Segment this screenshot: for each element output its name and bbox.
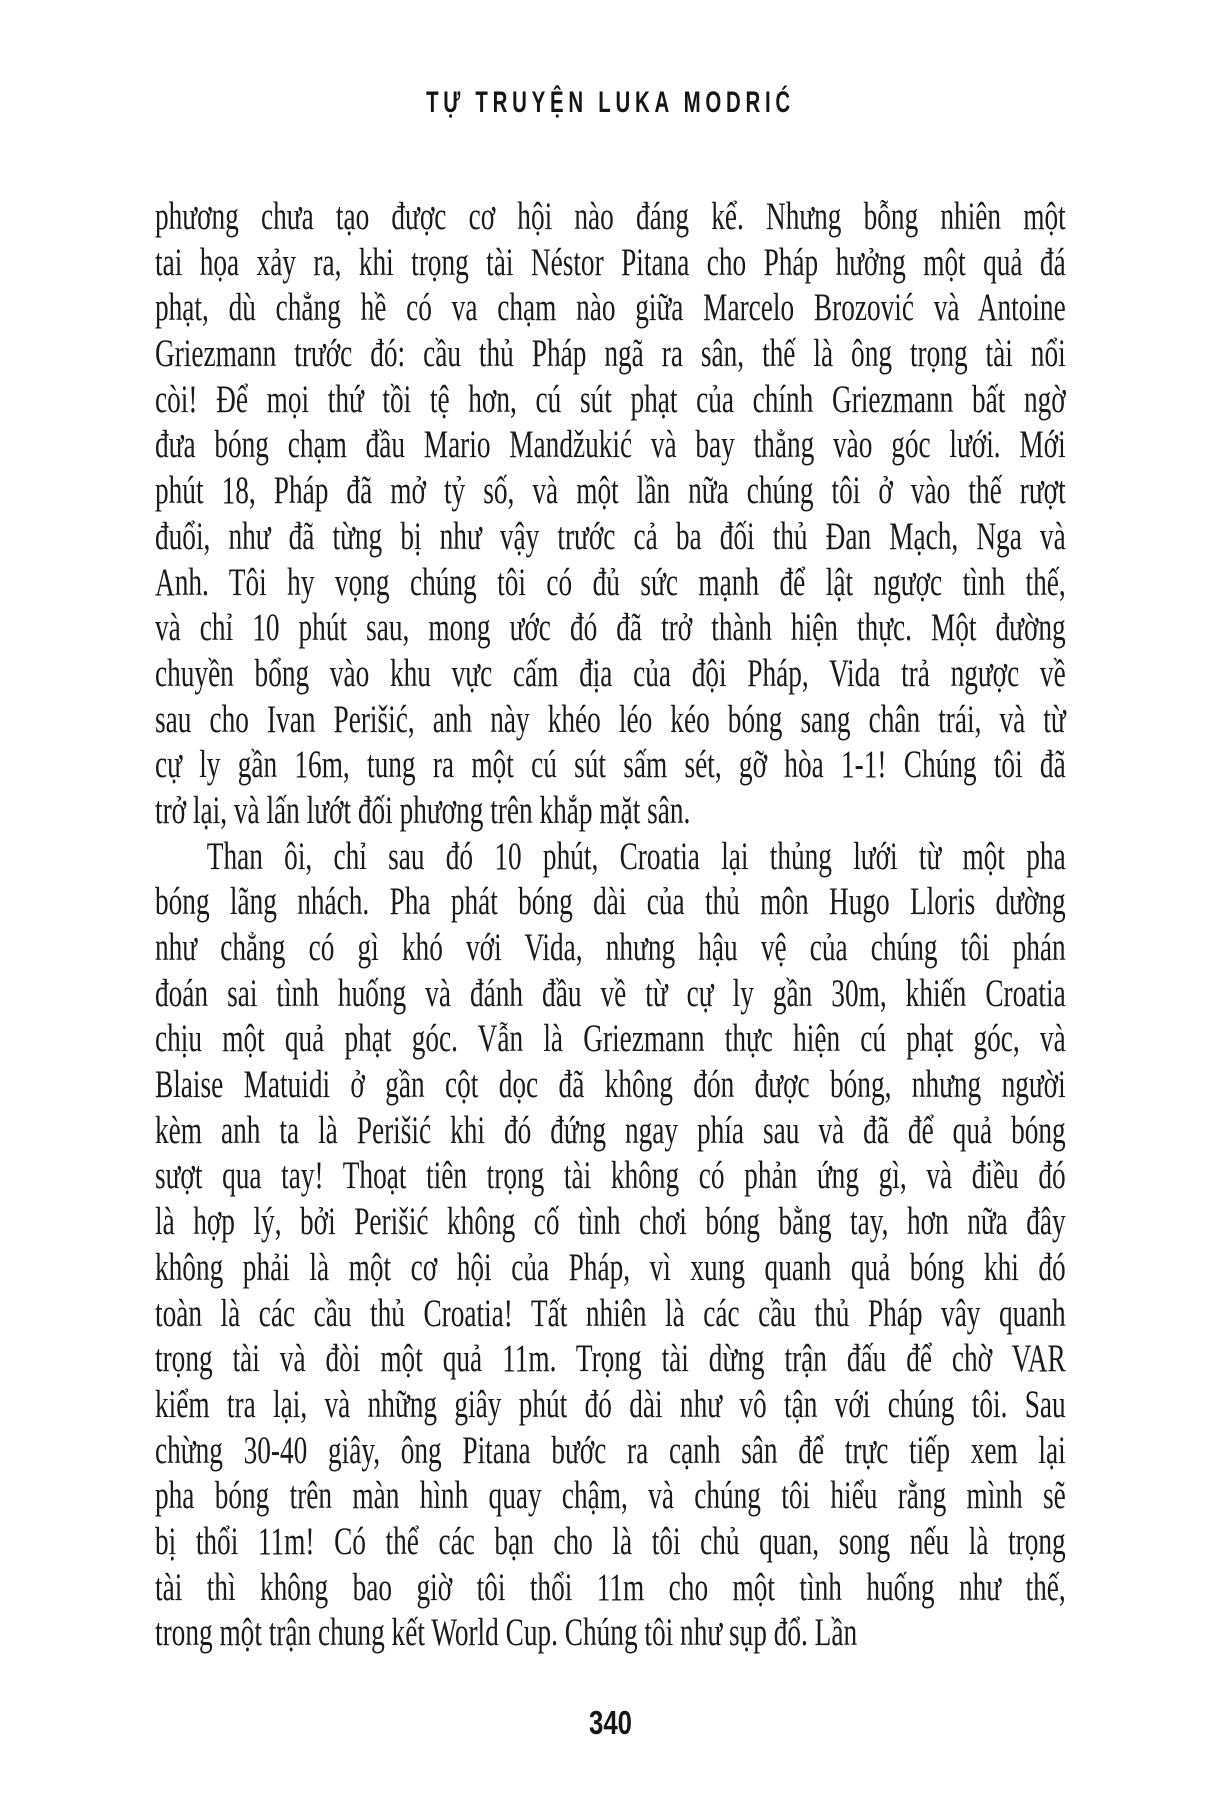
text-line: phương chưa tạo được cơ hội nào đáng kể. Nhưng bỗng nhiên một (155, 195, 1066, 238)
text-line: không phải là một cơ hội của Pháp, vì xung quanh quả bóng khi đó (155, 1245, 1066, 1289)
text-line: Anh. Tôi hy vọng chúng tôi có đủ sức mạnh để lật ngược tình thế, (155, 560, 1066, 604)
text-line: chuyền bổng vào khu vực cấm địa của đội Pháp, Vida trả ngược về (155, 651, 1066, 695)
text-line: trọng tài và đòi một quả 11m. Trọng tài dừng trận đấu để chờ VAR (155, 1337, 1066, 1381)
text-line: sau cho Ivan Perišić, anh này khéo léo kéo bóng sang chân trái, và từ (155, 697, 1066, 741)
text-line: Than ôi, chỉ sau đó 10 phút, Croatia lại thủng lưới từ một pha (206, 834, 1066, 878)
text-line: còi! Để mọi thứ tồi tệ hơn, cú sút phạt của chính Griezmann bất ngờ (155, 377, 1066, 421)
text-line: toàn là các cầu thủ Croatia! Tất nhiên là các cầu thủ Pháp vây quanh (155, 1291, 1066, 1335)
text-line: phạt, dù chẳng hề có va chạm nào giữa Marcelo Brozović và Antoine (155, 286, 1066, 330)
body-text (155, 194, 1066, 1656)
text-line: đuổi, như đã từng bị như vậy trước cả ba đối thủ Đan Mạch, Nga và (155, 514, 1066, 558)
text-line: trong một trận chung kết World Cup. Chúng tôi như sụp đổ. Lần (155, 1611, 858, 1655)
text-line: đoán sai tình huống và đánh đầu về từ cự ly gần 30m, khiến Croatia (155, 971, 1066, 1015)
text-line: như chẳng có gì khó với Vida, nhưng hậu vệ của chúng tôi phán (155, 926, 1066, 969)
text-line: sượt qua tay! Thoạt tiên trọng tài không có phản ứng gì, và điều đó (155, 1154, 1066, 1198)
text-line: Blaise Matuidi ở gần cột dọc đã không đón được bóng, nhưng người (155, 1063, 1066, 1107)
text-line: kiểm tra lại, và những giây phút đó dài như vô tận với chúng tôi. Sau (155, 1382, 1066, 1426)
text-line: trở lại, và lấn lướt đối phương trên khắp mặt sân. (155, 788, 691, 832)
text-line: bóng lãng nhách. Pha phát bóng dài của thủ môn Hugo Lloris dường (155, 880, 1066, 924)
text-line: kèm anh ta là Perišić khi đó đứng ngay phía sau và đã để quả bóng (155, 1108, 1066, 1152)
text-line: bị thổi 11m! Có thể các bạn cho là tôi chủ quan, song nếu là trọng (155, 1519, 1066, 1563)
text-line: pha bóng trên màn hình quay chậm, và chúng tôi hiểu rằng mình sẽ (155, 1474, 1066, 1518)
text-line: cự ly gần 16m, tung ra một cú sút sấm sét, gỡ hòa 1-1! Chúng tôi đã (155, 743, 1066, 787)
text-line: phút 18, Pháp đã mở tỷ số, và một lần nữa chúng tôi ở vào thế rượt (155, 469, 1066, 513)
text-line: chịu một quả phạt góc. Vẫn là Griezmann thực hiện cú phạt góc, và (155, 1017, 1066, 1061)
text-line: tài thì không bao giờ tôi thổi 11m cho một tình huống như thế, (155, 1565, 1066, 1609)
text-line: chừng 30-40 giây, ông Pitana bước ra cạnh sân để trực tiếp xem lại (155, 1428, 1066, 1472)
page-number: 340 (589, 1704, 632, 1741)
text-line: tai họa xảy ra, khi trọng tài Néstor Pitana cho Pháp hưởng một quả đá (155, 240, 1066, 284)
text-line: và chỉ 10 phút sau, mong ước đó đã trở thành hiện thực. Một đường (155, 606, 1066, 650)
running-header: TỰ TRUYỆN LUKA MODRIĆ (426, 86, 795, 119)
text-line: đưa bóng chạm đầu Mario Mandžukić và bay thẳng vào góc lưới. Mới (155, 423, 1066, 467)
text-line: Griezmann trước đó: cầu thủ Pháp ngã ra sân, thế là ông trọng tài nổi (155, 332, 1066, 376)
text-line: là hợp lý, bởi Perišić không cố tình chơi bóng bằng tay, hơn nữa đây (155, 1200, 1066, 1244)
